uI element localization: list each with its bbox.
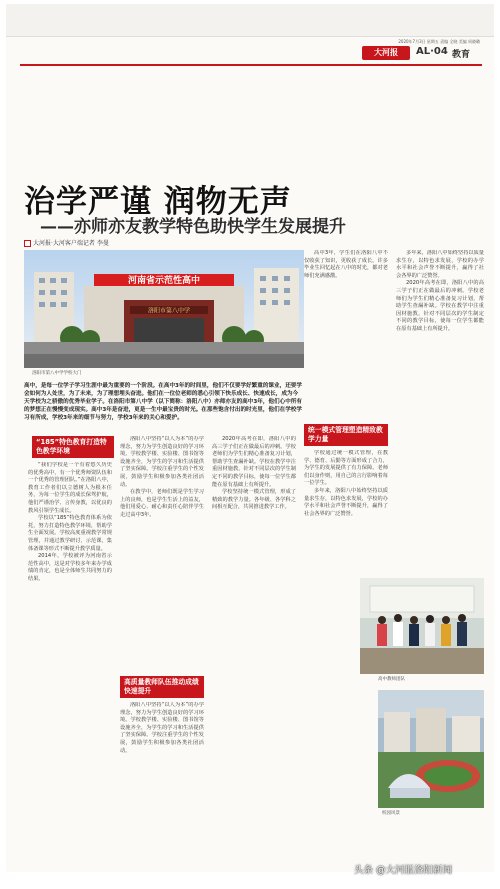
section-name: 教育 (452, 50, 471, 60)
paragraph: 在教学中，老师们既是学生学习上的良师，也是学生生活上的益友，他们用爱心、耐心和责任心陪伴学生走过高中3年。 (120, 489, 204, 518)
paragraph: “我们学校是一个有着悠久历史的优秀高中，有一个优秀师资队伍和一个优秀的管理团队。”在洛阳八中，教育工作者们以立德树人为根本任务，为每一位学生的成长保驾护航，他们严谨治学、言传身教，以优良的教风引领学生成长。 (28, 462, 112, 514)
byline (24, 238, 109, 247)
teachers-photo (360, 578, 484, 674)
square-icon (24, 240, 31, 247)
paragraph: 洛阳八中坚持“以人为本”的办学理念，努力为学生创造良好的学习环境。学校教学楼、实验楼、图书馆等设施齐全，为学生的学习和生活提供了坚实保障。学校注重学生的个性发展，鼓励学生积极参加各类社团活动。 (120, 702, 204, 754)
photo-caption: 洛阳市第八中学学校大门 (32, 371, 82, 376)
article-column-3 (212, 436, 296, 866)
date-line: 2020年7月3日 星期五 责编 全晓 美编 周晓璐 (398, 39, 480, 44)
section-code: AL·04 (416, 46, 448, 57)
paragraph: 学校以“185”特色教育体系为依托，努力打造特色教学环境，帮助学生全面发展。学校高度重视教学常规管理，并通过教学研讨、示范课、集体备课等形式不断提升教学质量。 (28, 515, 112, 552)
article-column-4 (304, 250, 388, 418)
lead-paragraph: 高中，是每一位学子学习生涯中最为重要的一个阶段。在高中3年的时间里，他们不仅要学好繁重的课业，还要学会如何为人处世，为了未来，为了理想埋头奋进。他们在一位位老师的悉心引领下快乐成长、快速成长，成为今天学校为之骄傲的优秀毕业学子。在洛阳市第八中学（以下简称：洛阳八中）亦师亦友的高中3年，他们心中所有的梦想正在慢慢变成现实。高中3年是奋进，更是一生中最宝贵的时光。在那些饱含付出的时光里，他们在学校学习有所成，学校3年来的细节与努力，学校3年来的关心和爱护。 (24, 383, 302, 421)
section-heading: “185”特色教育打造特色教学环境 (32, 436, 114, 458)
watermark: 头条 @大河报洛阳新闻 (354, 865, 453, 876)
article-column-2b (120, 702, 204, 866)
section-heading: 统一模式管理塑造精致教学力量 (304, 424, 388, 446)
newspaper-page (6, 4, 494, 872)
paragraph: 2020年高考在即，洛阳八中的高三学子们正在做最后的冲刺。学校老师们为学生们精心准备复习计划，帮助学生查漏补缺。学校在教学中注重因材施教，针对不同层次的学生制定不同的教学目标，使每一位学生都能在原有基础上有所提升。 (212, 436, 296, 488)
roof-sign: 河南省示范性高中 (127, 276, 201, 286)
article-column-2 (120, 436, 204, 676)
paragraph: 2020年高考在即，洛阳八中的高三学子们正在做最后的冲刺。学校老师们为学生们精心准备复习计划，帮助学生查漏补缺。学校在教学中注重因材施教，针对不同层次的学生制定不同的教学目标，使每一位学生都能在原有基础上有所提升。 (396, 280, 484, 332)
article-column-5 (396, 250, 484, 572)
paragraph: 学校坚持统一模式管理，形成了精致的教学力量。各年级、各学科之间相互配合，共同推进教学工作。 (212, 489, 296, 511)
section-heading: 高质量教师队伍推动成绩快速提升 (120, 676, 204, 698)
photo-caption: 高中教师团队 (378, 677, 405, 682)
header-rule (20, 64, 482, 66)
article-column-1 (28, 462, 112, 866)
page-top-strip (6, 4, 494, 37)
gate-sign: 洛阳市第八中学 (147, 307, 191, 315)
photo-caption: 校园风景 (382, 811, 400, 816)
newspaper-logo: 大河报 (362, 46, 410, 60)
paragraph: 洛阳八中坚持“以人为本”的办学理念，努力为学生创造良好的学习环境。学校教学楼、实验楼、图书馆等设施齐全，为学生的学习和生活提供了坚实保障。学校注重学生的个性发展，鼓励学生积极参加各类社团活动。 (120, 436, 204, 488)
byline-text: 大河报·大河客户端记者 李曼 (33, 240, 109, 247)
headline: 治学严谨 润物无声 (24, 184, 292, 220)
paragraph: 2014年，学校被评为河南省示范性高中，这是对学校多年来办学成绩的肯定，也是全体师生共同努力的结果。 (28, 553, 112, 582)
paragraph: 多年来，洛阳八中始终坚持以质量求生存，以特色求发展，学校的办学水平和社会声誉不断提升，赢得了社会各界的广泛赞誉。 (396, 250, 484, 279)
subheadline: ——亦师亦友教学特色助快学生发展提升 (40, 217, 346, 237)
paragraph: 高中3年，学生们在洛阳八中不仅收获了知识，更收获了成长。许多毕业生回忆起在八中的时光，都对老师们充满感激。 (304, 250, 388, 279)
school-gate-photo (24, 250, 304, 368)
paragraph: 学校通过统一模式管理，在教学、德育、后勤等方面形成了合力，为学生的发展提供了有力保障。老师们以身作则，用自己的言行影响着每一位学生。 (304, 450, 388, 487)
paragraph: 多年来，洛阳八中始终坚持以质量求生存，以特色求发展，学校的办学水平和社会声誉不断提升，赢得了社会各界的广泛赞誉。 (304, 487, 388, 517)
campus-photo (378, 690, 484, 808)
